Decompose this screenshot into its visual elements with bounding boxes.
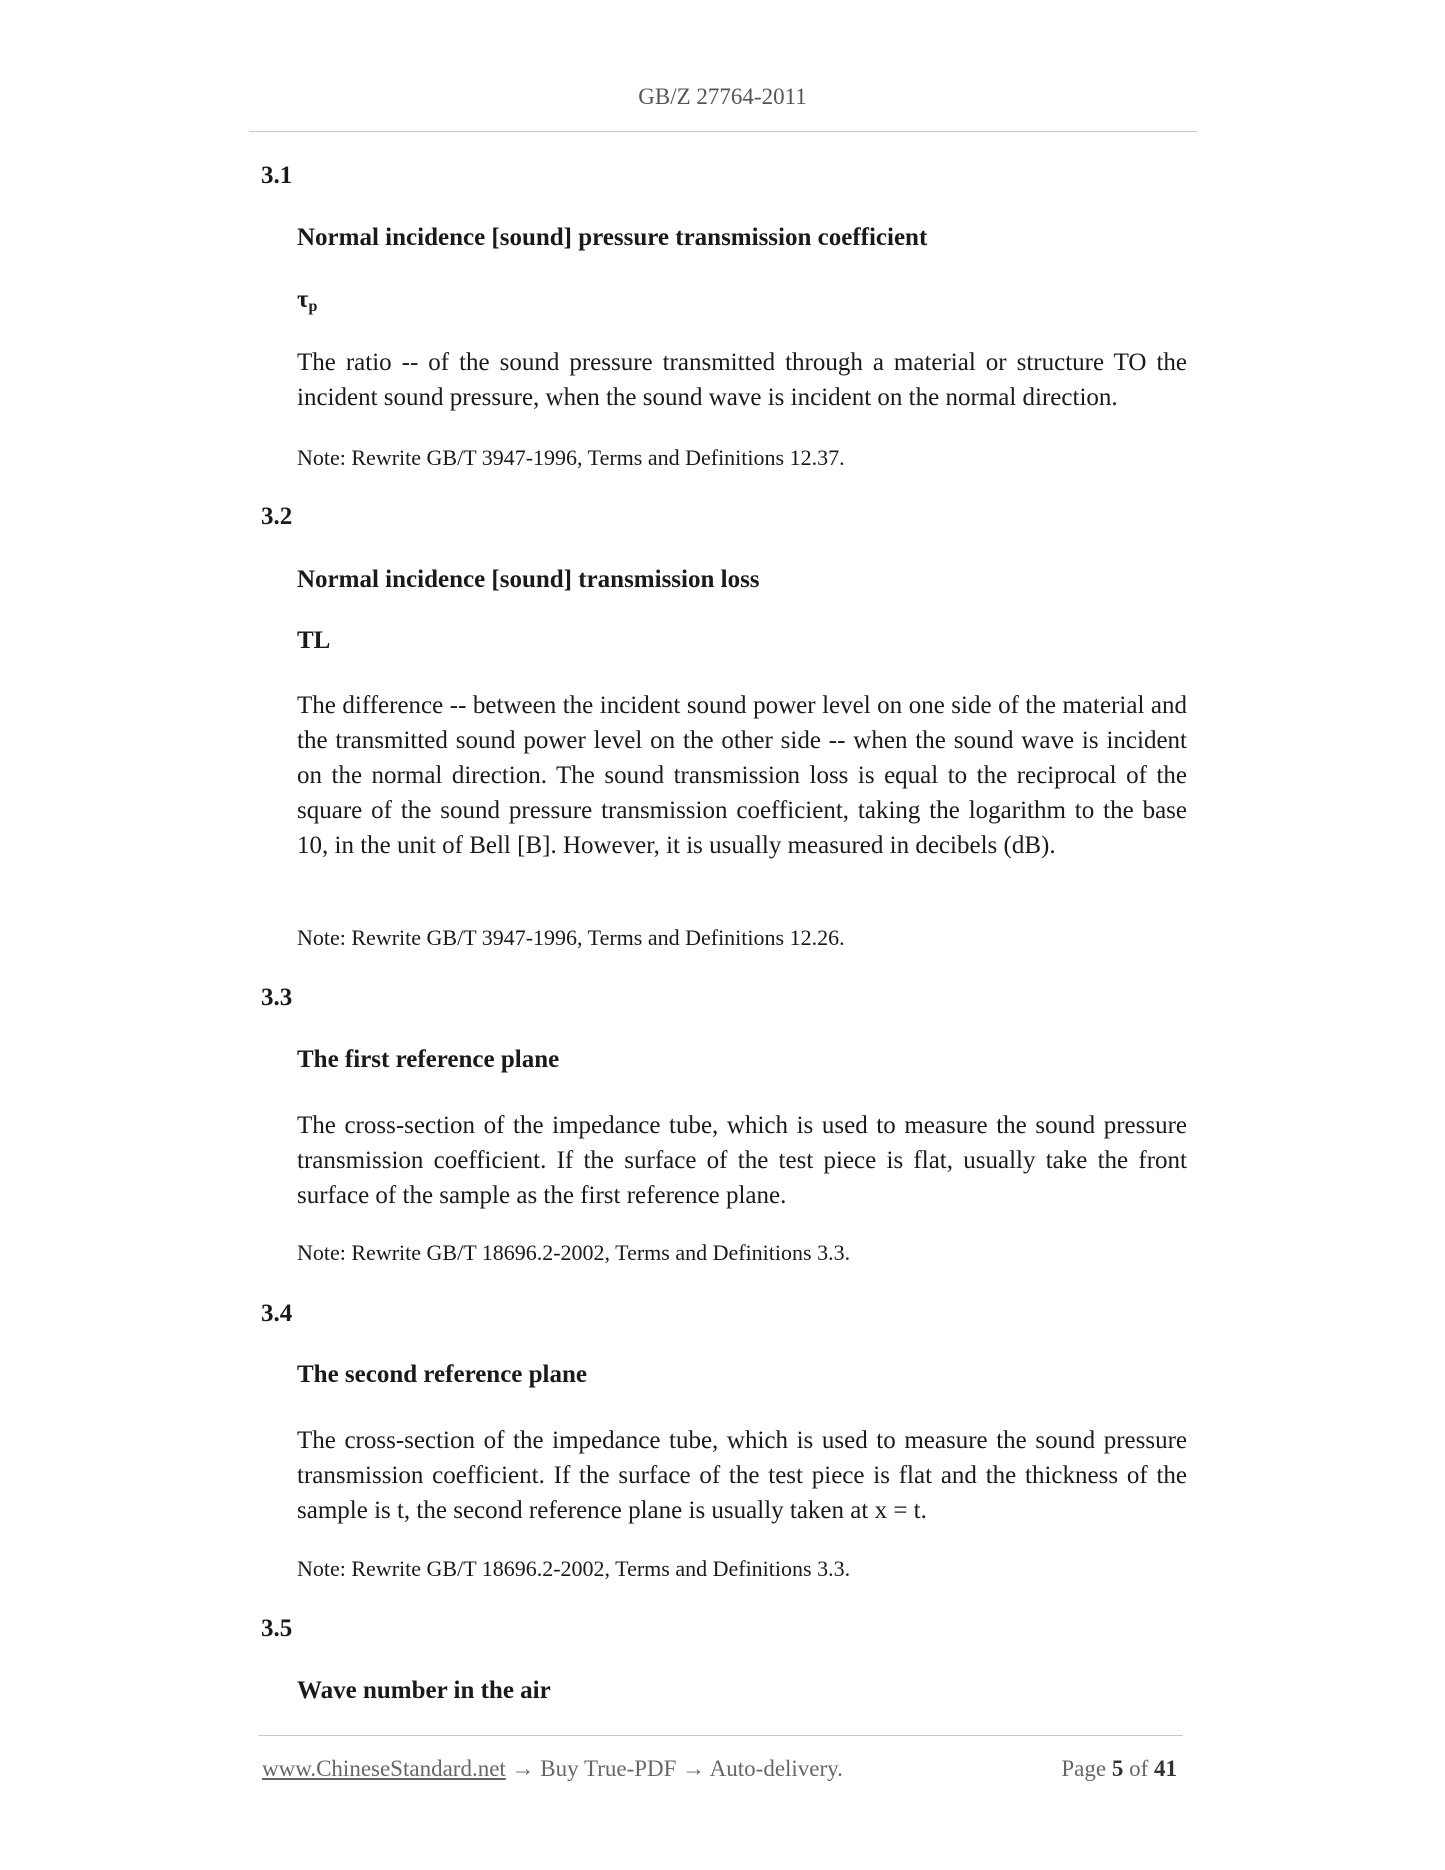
footer-promo [262,1756,843,1782]
term-definition: The cross-section of the impedance tube, which is used to measure the sound pressure transmission coefficient. If the surface of the test piece is flat and the thickness of the sample is t, the second reference plane is usually taken at x = t. [297,1427,1187,1524]
term-definition: The difference -- between the incident sound power level on one side of the material and the transmitted sound power level on the other side -- when the sound wave is incident on the normal direction. The sound transmission loss is equal to the reciprocal of the square of the sound pressure transmission coefficient, taking the logarithm to the base 10, in the unit of Bell [B]. However, it is usually measured in decibels (dB). [297,692,1187,859]
term-note: Note: Rewrite GB/T 3947-1996, Terms and Definitions 12.37. [297,445,845,470]
page-prefix: Page [1061,1756,1112,1781]
section-number: 3.1 [261,162,293,189]
term-heading: The second reference plane [297,1361,588,1388]
symbol-subscript: p [308,298,318,315]
footer-tagline: → Buy True-PDF → Auto-delivery. [505,1756,843,1781]
term-definition: The ratio -- of the sound pressure transmitted through a material or structure TO the incident sound pressure, when the sound wave is incident on the normal direction. [297,349,1187,411]
term-definition: The cross-section of the impedance tube, which is used to measure the sound pressure transmission coefficient. If the surface of the test piece is flat, usually take the front surface of the sample as the first reference plane. [297,1112,1187,1209]
website-link[interactable]: www.ChineseStandard.net [262,1756,506,1781]
page-current: 5 [1111,1756,1124,1781]
page-header: GB/Z 27764-2011 [638,84,807,109]
term-symbol: TL [297,627,331,654]
term-heading: The first reference plane [297,1046,560,1073]
term-note: Note: Rewrite GB/T 18696.2-2002, Terms and Definitions 3.3. [297,1240,851,1265]
term-symbol [297,286,317,316]
term-note: Note: Rewrite GB/T 3947-1996, Terms and Definitions 12.26. [297,925,845,950]
symbol-main: τ [297,286,309,313]
footer-divider [258,1735,1183,1736]
section-number: 3.5 [261,1615,293,1642]
header-divider [249,131,1197,132]
term-heading: Normal incidence [sound] transmission loss [297,566,760,593]
term-heading: Normal incidence [sound] pressure transmission coefficient [297,224,928,251]
page-of: of [1123,1756,1154,1781]
term-note: Note: Rewrite GB/T 18696.2-2002, Terms and Definitions 3.3. [297,1556,851,1581]
page-indicator [1061,1756,1177,1782]
section-number: 3.2 [261,503,293,530]
section-number: 3.4 [261,1300,293,1327]
section-number: 3.3 [261,984,293,1011]
term-heading: Wave number in the air [297,1677,551,1704]
page-total: 41 [1154,1756,1177,1781]
